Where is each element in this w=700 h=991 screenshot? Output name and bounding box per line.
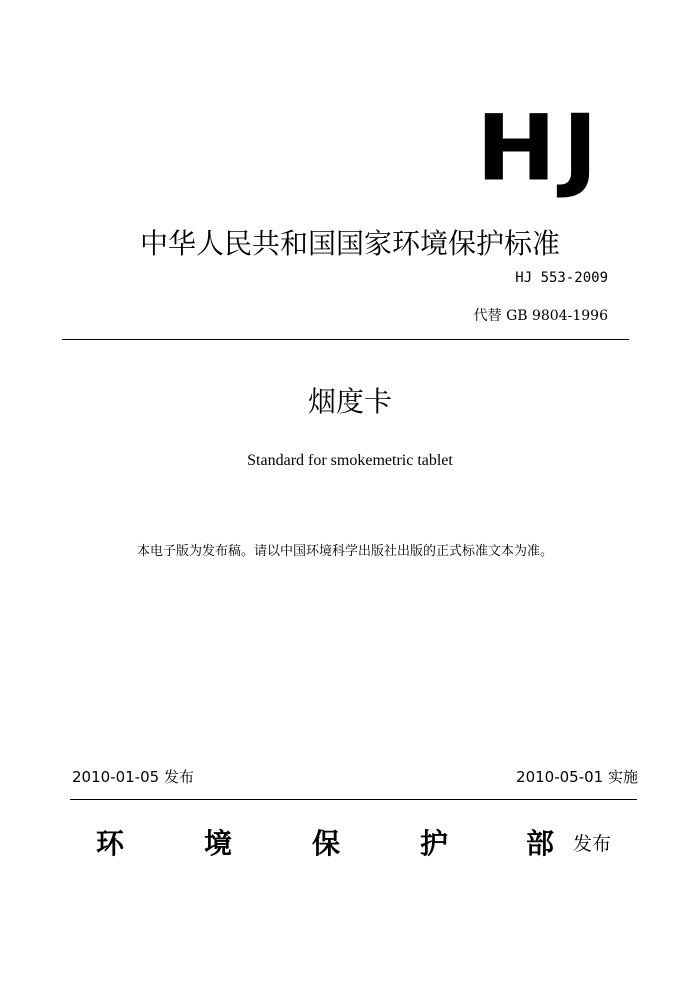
issuer-char: 境 bbox=[204, 827, 233, 860]
issuer-suffix: 发布 bbox=[573, 833, 612, 855]
issuer-char: 环 bbox=[96, 827, 125, 860]
implementation-date: 2010-05-01 实施 bbox=[516, 768, 638, 786]
issuer-char: 保 bbox=[312, 827, 341, 860]
edition-note: 本电子版为发布稿。请以中国环境科学出版社出版的正式标准文本为准。 bbox=[136, 544, 553, 559]
national-standard-title: 中华人民共和国国家环境保护标准 bbox=[139, 227, 560, 260]
top-divider bbox=[62, 339, 629, 340]
issuer bbox=[96, 822, 616, 862]
hj-logo: HJ bbox=[475, 94, 604, 202]
document-subtitle: Standard for smokemetric tablet bbox=[247, 452, 453, 469]
issuer-char: 部 bbox=[526, 827, 555, 860]
issuer-char: 护 bbox=[420, 827, 449, 860]
bottom-divider bbox=[70, 799, 637, 800]
document-title: 烟度卡 bbox=[307, 385, 392, 418]
standard-number: HJ 553-2009 bbox=[515, 270, 608, 286]
replaced-standard: 代替 GB 9804-1996 bbox=[473, 308, 608, 324]
issue-date: 2010-01-05 发布 bbox=[72, 768, 194, 786]
